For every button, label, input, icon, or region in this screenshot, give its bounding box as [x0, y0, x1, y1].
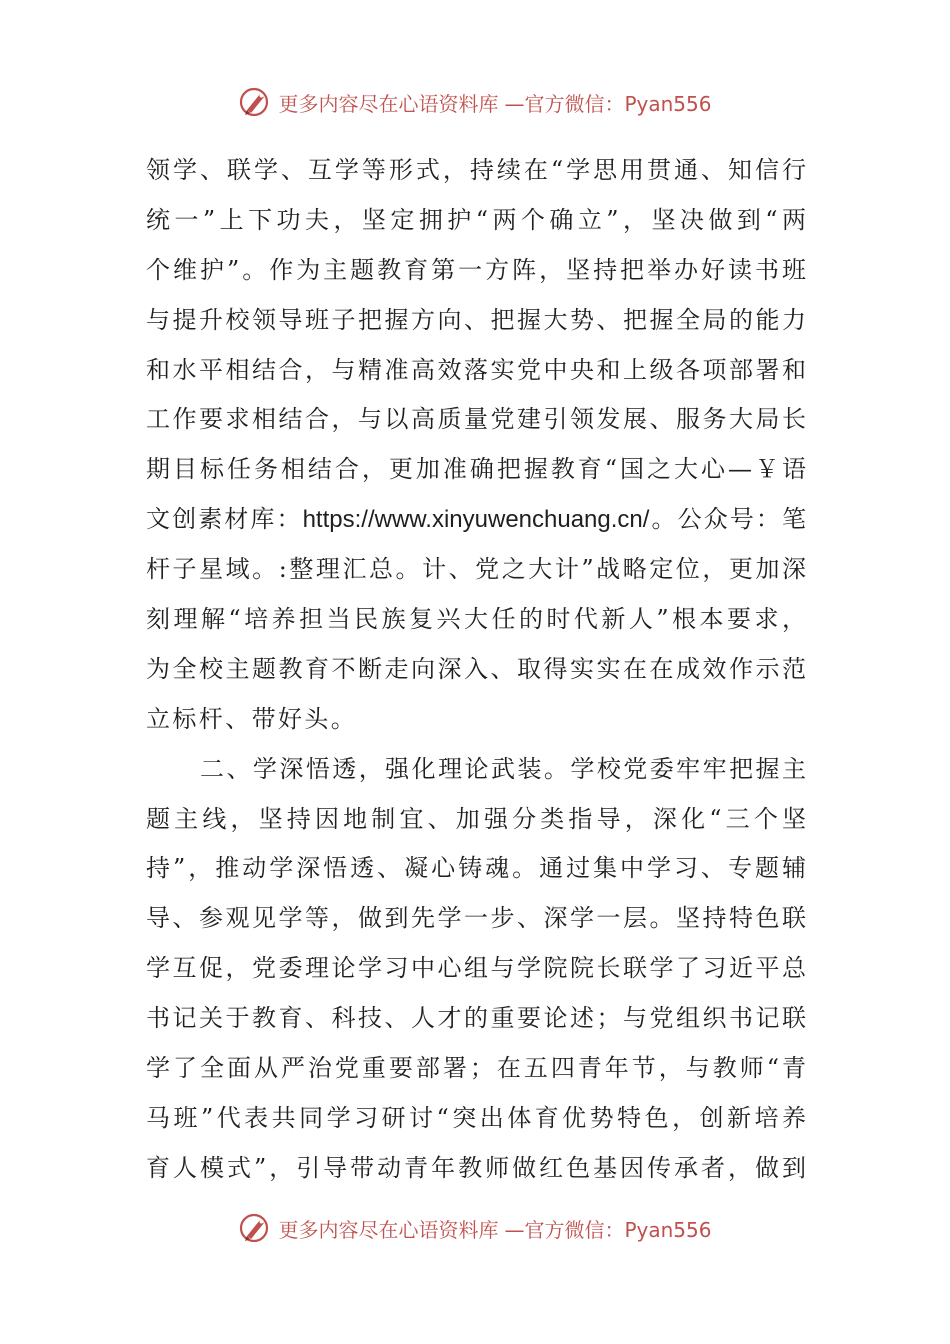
- text-line: 刻理解“培养担当民族复兴大任的时代新人”根本要求，: [146, 605, 806, 634]
- text-line: 学互促，党委理论学习中心组与学院院长联学了习近平总: [146, 954, 806, 983]
- text-line: 和水平相结合，与精准高效落实党中央和上级各项部署和: [146, 355, 806, 384]
- text-line: 立标杆、带好头。: [146, 704, 358, 733]
- footer-banner: [0, 1208, 950, 1248]
- text-line: 期目标任务相结合，更加准确把握教育“国之大心—￥语: [146, 455, 806, 484]
- text-line: 领学、联学、互学等形式，持续在“学思用贯通、知信行: [146, 156, 806, 184]
- text-line-with-url: [146, 495, 806, 545]
- banner-brand-text: 更多内容尽在心语资料库: [278, 1217, 499, 1242]
- text-line: 统一”上下功夫，坚定拥护“两个确立”，坚决做到“两: [146, 205, 806, 234]
- section-heading-line: 二、学深悟透，强化理论武装。学校党委牢牢把握主: [200, 754, 806, 783]
- text-line: 学了全面从严治党重要部署；在五四青年节，与教师“青: [146, 1054, 806, 1083]
- banner-contact-text: —官方微信：Pyan556: [504, 91, 712, 116]
- line-prefix: 文创素材库：: [146, 505, 303, 534]
- line-suffix: 。公众号：笔: [649, 505, 807, 534]
- website-url: https://www.xinyuwenchuang.cn/: [302, 506, 650, 534]
- text-line: 书记关于教育、科技、人才的重要论述；与党组织书记联: [146, 1004, 806, 1033]
- banner-contact-text: —官方微信：Pyan556: [504, 1217, 712, 1242]
- text-line: 为全校主题教育不断走向深入、取得实实在在成效作示范: [146, 654, 806, 683]
- text-line: 马班”代表共同学习研讨“突出体育优势特色，创新培养: [146, 1103, 806, 1132]
- header-banner: [0, 82, 950, 122]
- pen-nib-logo-icon: [238, 1211, 272, 1245]
- text-line: 工作要求相结合，与以高质量党建引领发展、服务大局长: [146, 405, 806, 434]
- text-line: 个维护”。作为主题教育第一方阵，坚持把举办好读书班: [146, 255, 806, 284]
- text-line: 题主线，坚持因地制宜、加强分类指导，深化“三个坚: [146, 804, 806, 833]
- pen-nib-logo-icon: [238, 85, 272, 119]
- text-line: 杆子星域。:整理汇总。计、党之大计”战略定位，更加深: [146, 555, 806, 584]
- text-line: 与提升校领导班子把握方向、把握大势、把握全局的能力: [146, 305, 806, 334]
- text-line: 持”，推动学深悟透、凝心铸魂。通过集中学习、专题辅: [146, 854, 806, 883]
- document-body: [146, 146, 806, 1194]
- text-line: 育人模式”，引导带动青年教师做红色基因传承者，做到: [146, 1153, 806, 1182]
- banner-brand-text: 更多内容尽在心语资料库: [278, 91, 499, 116]
- text-line: 导、参观见学等，做到先学一步、深学一层。坚持特色联: [146, 904, 806, 933]
